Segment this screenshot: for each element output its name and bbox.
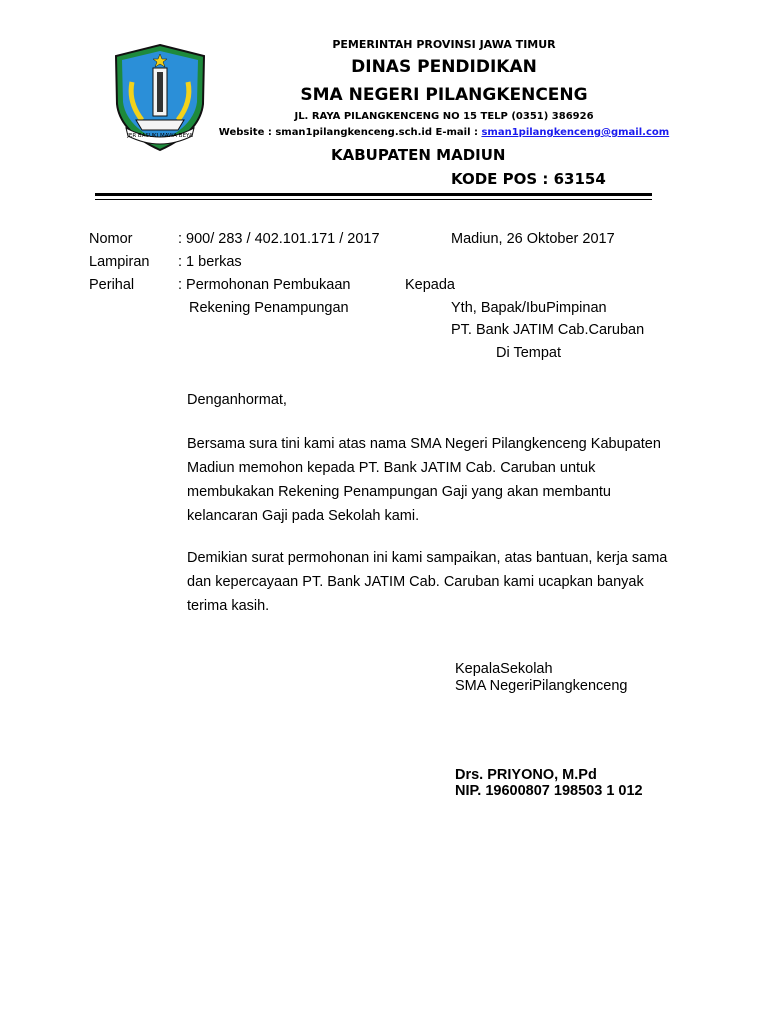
signature-title-line1: KepalaSekolah xyxy=(455,661,553,677)
letterhead-line3: SMA NEGERI PILANGKENCENG xyxy=(300,85,588,105)
paragraph-1-line: Madiun memohon kepada PT. Bank JATIM Cab. Caruban untuk xyxy=(187,460,596,476)
kepada-label: Kepada xyxy=(405,277,455,293)
signatory-name: Drs. PRIYONO, M.Pd xyxy=(455,767,597,783)
paragraph-1-line: membukakan Rekening Penampungan Gaji yang akan membantu xyxy=(187,484,611,500)
recipient-line2: PT. Bank JATIM Cab.Caruban xyxy=(451,322,645,338)
perihal-value-line2: Rekening Penampungan xyxy=(189,300,349,316)
svg-text:JER BASUKI MAWA BEYA: JER BASUKI MAWA BEYA xyxy=(127,133,193,139)
recipient-line1: Yth, Bapak/IbuPimpinan xyxy=(451,300,607,316)
paragraph-1-line: kelancaran Gaji pada Sekolah kami. xyxy=(187,508,420,524)
paragraph-2 xyxy=(187,546,727,618)
recipient-line3: Di Tempat xyxy=(496,345,562,361)
paragraph-2-line: Demikian surat permohonan ini kami sampaikan, atas bantuan, kerja sama xyxy=(187,550,668,566)
perihal-label: Perihal xyxy=(89,277,135,293)
lampiran-label: Lampiran xyxy=(89,254,150,270)
letterhead-line2: DINAS PENDIDIKAN xyxy=(351,57,537,77)
email-link[interactable]: sman1pilangkenceng@gmail.com xyxy=(481,127,670,138)
paragraph-1-line: Bersama sura tini kami atas nama SMA Negeri Pilangkenceng Kabupaten xyxy=(187,436,661,452)
letterhead-kabupaten: KABUPATEN MADIUN xyxy=(331,146,506,164)
perihal-value-line1: : Permohonan Pembukaan xyxy=(178,277,351,293)
header-divider-thick xyxy=(95,193,652,196)
paragraph-2-line: terima kasih. xyxy=(187,598,270,614)
paragraph-1 xyxy=(187,432,727,528)
paragraph-2-line: dan kepercayaan PT. Bank JATIM Cab. Caruban kami ucapkan banyak xyxy=(187,574,644,590)
letterhead-line1: PEMERINTAH PROVINSI JAWA TIMUR xyxy=(332,38,556,51)
header-divider-thin xyxy=(95,199,652,200)
signature-title-line2: SMA NegeriPilangkenceng xyxy=(455,678,628,694)
letter-date: Madiun, 26 Oktober 2017 xyxy=(451,231,615,247)
greeting: Denganhormat, xyxy=(187,392,287,408)
website-label: Website : sman1pilangkenceng.sch.id E-mail : xyxy=(218,127,478,138)
nomor-label: Nomor xyxy=(89,231,133,247)
lampiran-value: : 1 berkas xyxy=(178,254,242,270)
letterhead-address: JL. RAYA PILANGKENCENG NO 15 TELP (0351) 386926 xyxy=(294,111,594,122)
letterhead-website-line xyxy=(0,127,768,138)
nomor-value: : 900/ 283 / 402.101.171 / 2017 xyxy=(178,231,380,247)
letterhead-kode-pos: KODE POS : 63154 xyxy=(451,170,606,188)
signatory-nip: NIP. 19600807 198503 1 012 xyxy=(455,783,643,799)
